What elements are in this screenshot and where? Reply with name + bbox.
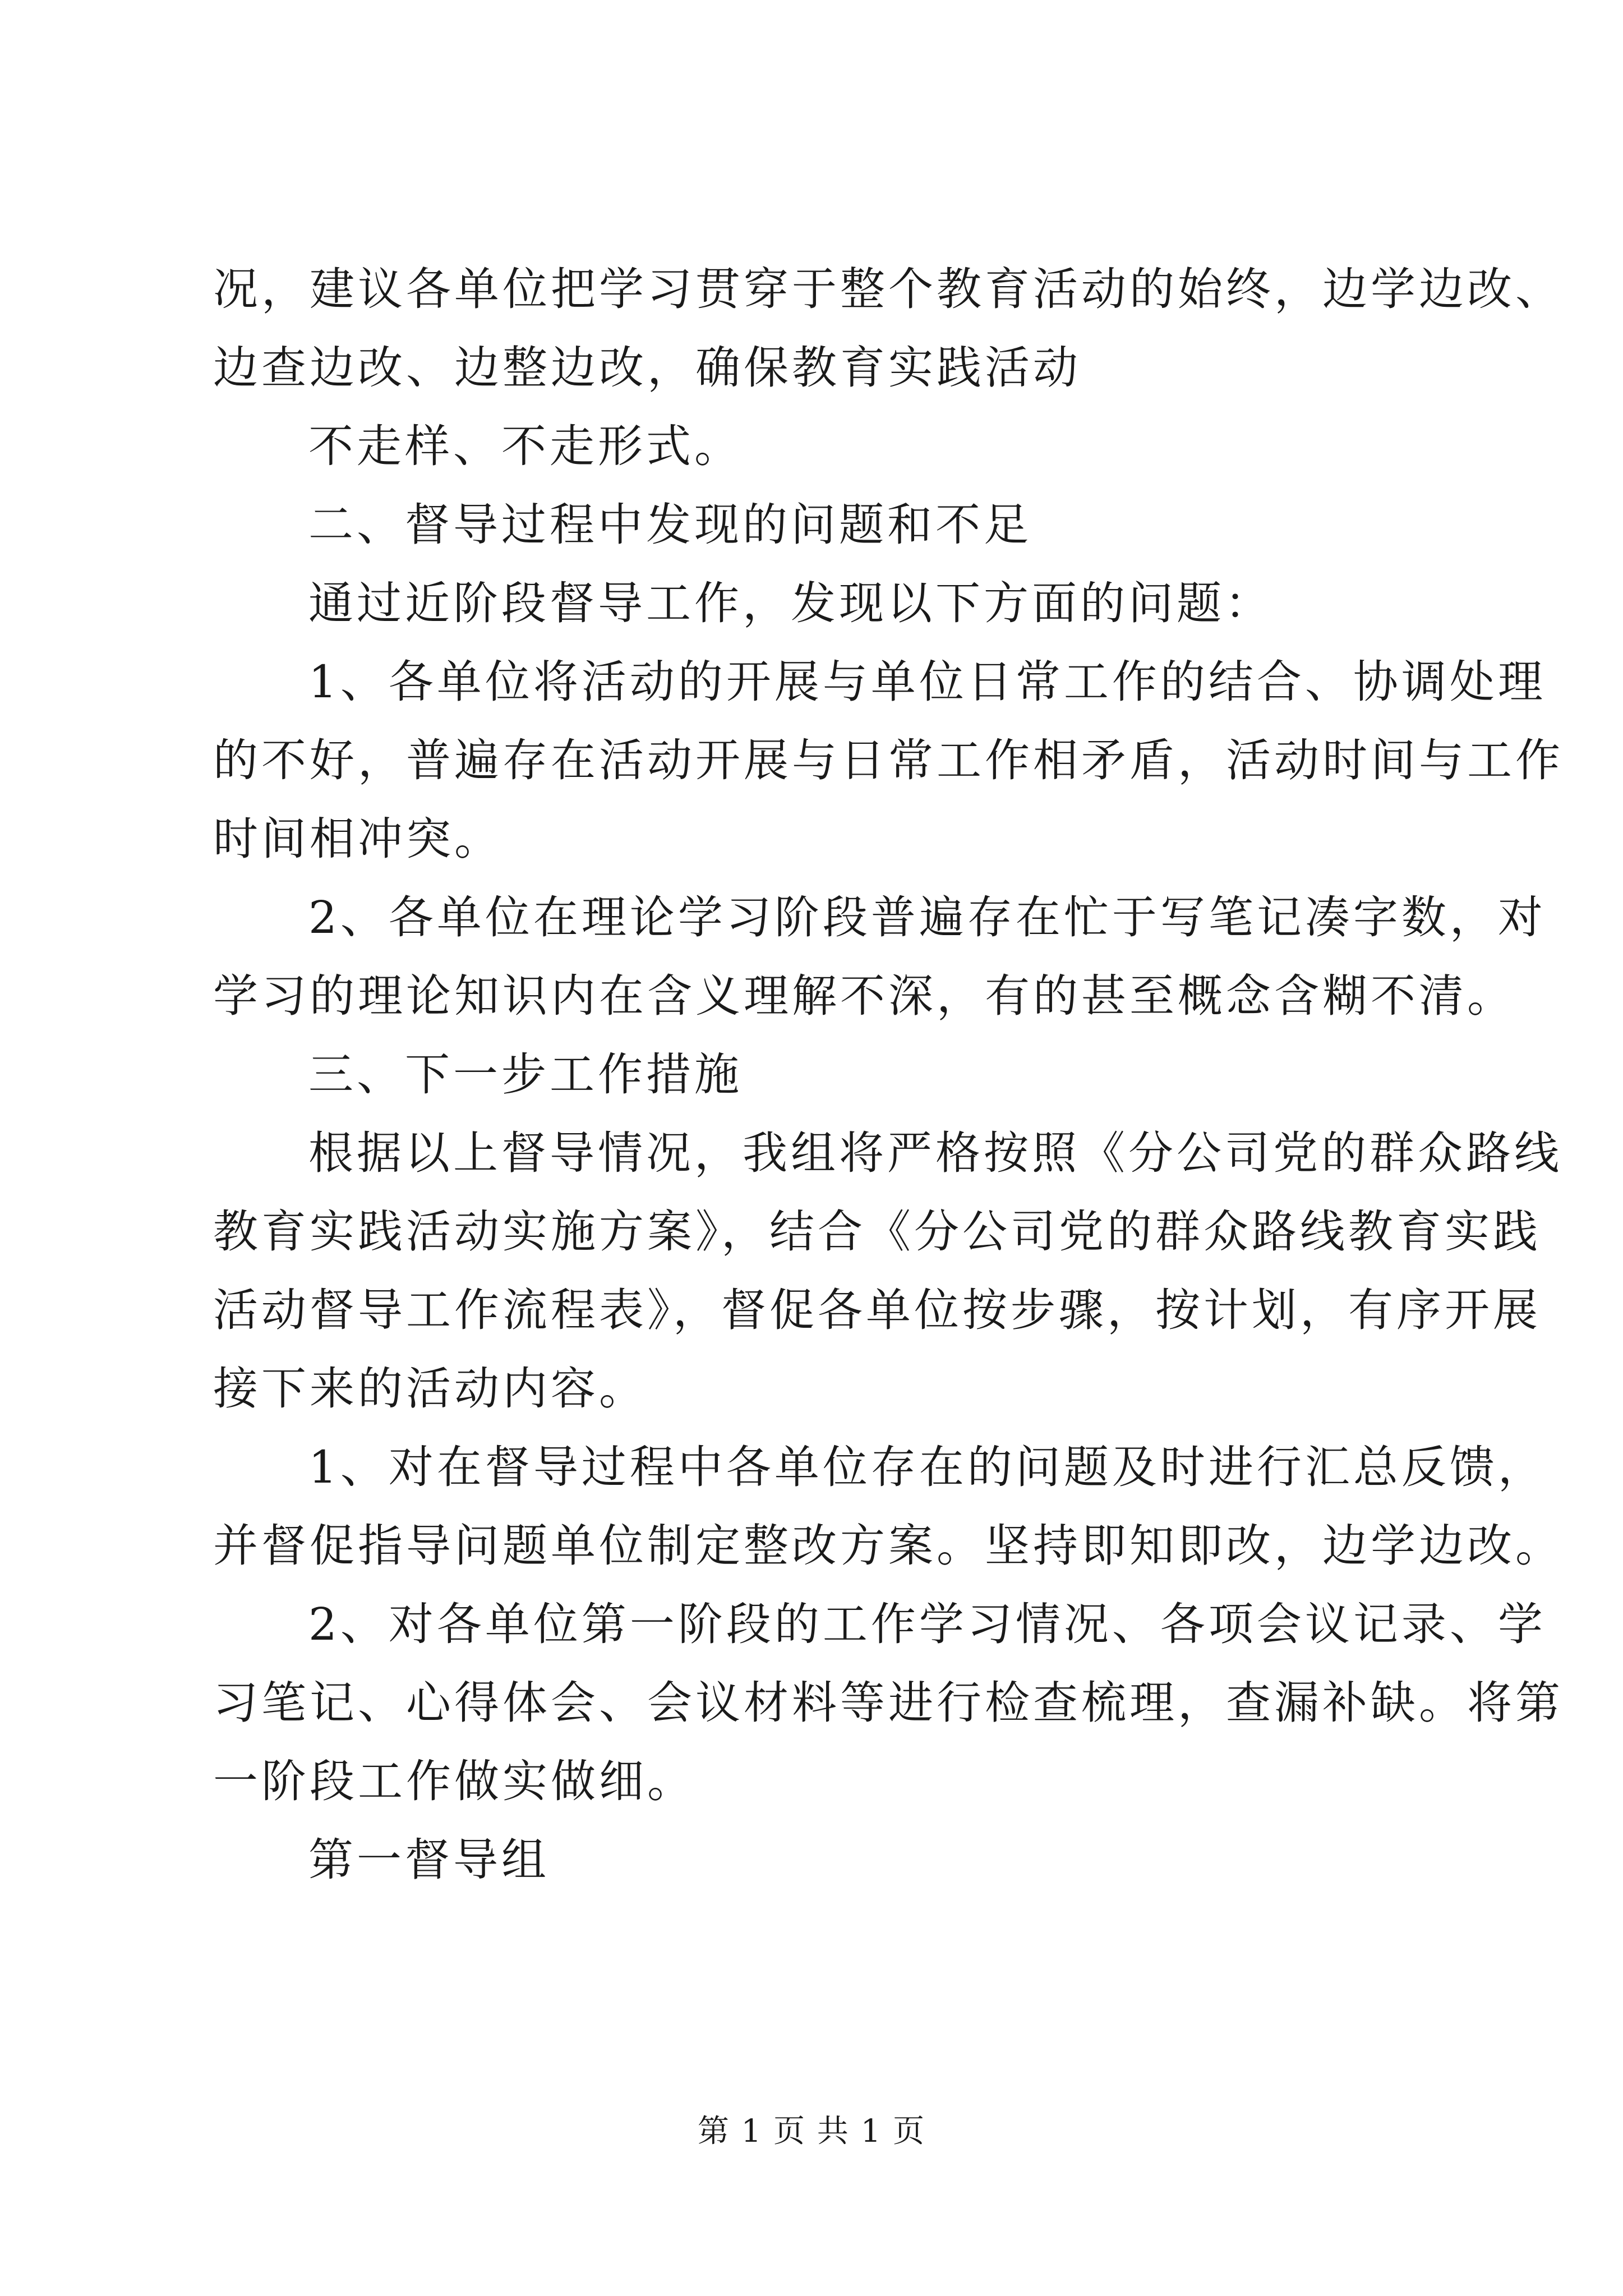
- text-line: 根据以上督导情况，我组将严格按照《分公司党的群众路线: [308, 1127, 1562, 1179]
- page-footer: 第 1 页 共 1 页: [697, 2113, 926, 2150]
- text-line: 2、各单位在理论学习阶段普遍存在忙于写笔记凑字数，对: [308, 891, 1546, 944]
- text-line: 不走样、不走形式。: [308, 420, 743, 472]
- text-line: 教育实践活动实施方案》，结合《分公司党的群众路线教育实践: [213, 1205, 1541, 1258]
- text-line: 时间相冲突。: [213, 813, 502, 865]
- text-line: 1、对在督导过程中各单位存在的问题及时进行汇总反馈，: [308, 1441, 1546, 1493]
- signature-line: 第一督导组: [308, 1834, 550, 1886]
- text-line: 活动督导工作流程表》，督促各单位按步骤，按计划，有序开展: [213, 1284, 1541, 1336]
- text-line: 1、各单位将活动的开展与单位日常工作的结合、协调处理: [308, 656, 1546, 708]
- text-line: 2、对各单位第一阶段的工作学习情况、各项会议记录、学: [308, 1598, 1546, 1650]
- document-body: [213, 250, 1564, 1899]
- text-line: 习笔记、心得体会、会议材料等进行检查梳理，查漏补缺。将第: [213, 1677, 1564, 1729]
- text-line: 边查边改、边整边改，确保教育实践活动: [213, 342, 1081, 394]
- section-heading: 二、督导过程中发现的问题和不足: [308, 499, 1032, 551]
- text-line: 况，建议各单位把学习贯穿于整个教育活动的始终，边学边改、: [213, 263, 1564, 315]
- section-heading: 三、下一步工作措施: [308, 1048, 743, 1101]
- text-line: 通过近阶段督导工作，发现以下方面的问题：: [308, 577, 1273, 629]
- text-line: 并督促指导问题单位制定整改方案。坚持即知即改，边学边改。: [213, 1520, 1564, 1572]
- text-line: 一阶段工作做实做细。: [213, 1755, 695, 1807]
- text-line: 学习的理论知识内在含义理解不深，有的甚至概念含糊不清。: [213, 970, 1515, 1022]
- text-line: 接下来的活动内容。: [213, 1363, 647, 1415]
- text-line: 的不好，普遍存在活动开展与日常工作相矛盾，活动时间与工作: [213, 734, 1564, 786]
